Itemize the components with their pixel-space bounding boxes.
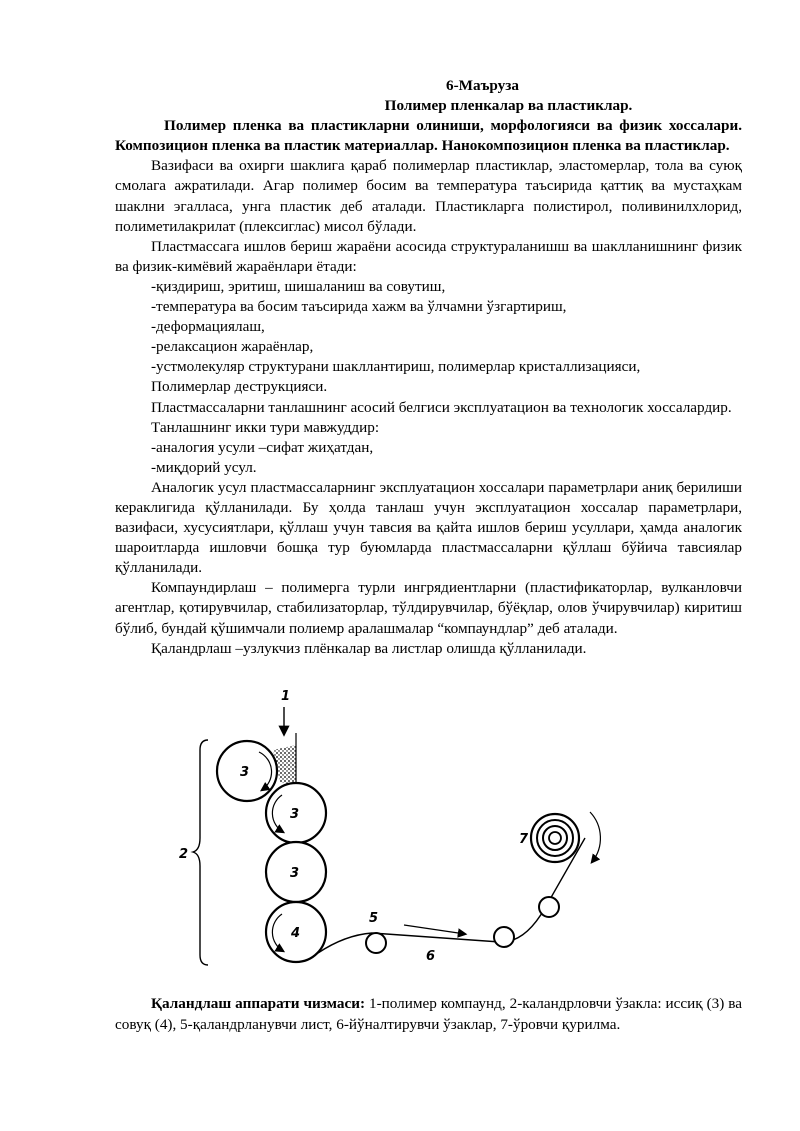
paragraph-3: Пластмассаларни танлашнинг асосий белгиси эксплуатацион ва технологик хоссалардир. xyxy=(151,398,732,416)
list-item: -деформациялаш, xyxy=(151,318,265,336)
process-list xyxy=(115,277,742,398)
paragraph-2: Пластмассага ишлов бериш жараёни асосида структураланишш ва шаклланишнинг физик ва физик-кимёвий жараёнлари ётади: xyxy=(115,237,742,275)
lecture-subtitle: Полимер пленка ва пластикларни олиниши, морфологияси ва физик хоссалари. Композицион пленка ва пластик материаллар. Нанокомпозицион пленка ва пластиклар. xyxy=(115,117,742,155)
list-item: -миқдорий усул. xyxy=(151,458,257,476)
lecture-number: 6-Маъруза xyxy=(446,77,519,94)
calendered-sheet xyxy=(318,838,585,953)
document-text xyxy=(115,76,742,659)
figure-caption xyxy=(115,993,742,1035)
list-item: -аналогия усули –сифат жиҳатдан, xyxy=(151,438,374,456)
list-item: -релаксацион жараёнлар, xyxy=(151,338,314,356)
direction-arrow xyxy=(404,925,465,934)
list-item: -температура ва босим таъсирида хажм ва ўлчамни ўзгартириш, xyxy=(151,298,567,316)
paragraph-7: Қаландрлаш –узлукчиз плёнкалар ва листлар олишда қўлланилади. xyxy=(151,639,587,657)
list-item: -қиздириш, эритиш, шишаланиш ва совутиш, xyxy=(151,277,446,295)
label-2: 2 xyxy=(179,847,189,862)
label-3-top: 3 xyxy=(240,765,250,780)
label-6: 6 xyxy=(426,949,436,964)
label-7: 7 xyxy=(519,832,529,847)
paragraph-6: Компаундирлаш – полимерга турли ингрядиентларни (пластификаторлар, вулканловчи агентлар, қотирувчилар, стабилизаторлар, тўлдирувчилар, бўёқлар, олов ўчирувчилар) киритиш бўлиб, бундай қўшимчали полиемр аралашмалар “компаундлар” деб аталади. xyxy=(115,579,742,637)
paragraph-5: Аналогик усул пластмассаларнинг эксплуатацион хоссалари параметрлари аниқ берилиши кераклигида қўлланилади. Бу ҳолда танлаш учун эксплуатацион хоссалар параметрлари, вазифаси, хусусиятлари, қўллаш учун тавсия ва қайта ишлов бериш усуллари, ҳамда аналогик шароитларда ишловчи бошқа тур буюмларда пластмассаларни қўллаш бўйича тавсиялар қўлланилади. xyxy=(115,478,742,577)
label-1: 1 xyxy=(281,689,291,704)
label-4: 4 xyxy=(291,926,301,941)
label-3-middle: 3 xyxy=(290,807,300,822)
calender-diagram xyxy=(170,683,610,973)
caption-title: Қаландлаш аппарати чизмаси: xyxy=(151,995,366,1012)
selection-list xyxy=(115,438,742,478)
list-item: Полимерлар деструкцияси. xyxy=(151,378,328,396)
guide-roller xyxy=(366,933,386,953)
list-item: -устмолекуляр структурани шакллантириш, полимерлар кристаллизацияси, xyxy=(151,358,641,376)
guide-roller xyxy=(494,927,514,947)
label-5: 5 xyxy=(369,911,379,926)
paragraph-1: Вазифаси ва охирги шаклига қараб полимерлар пластиклар, эластомерлар, тола ва суюқ смолага ажратилади. Агар полимер босим ва температура таъсирида қаттиқ ва мустаҳкам шаклни эгалласа, унга пластик деб аталади. Пластикларга полистирол, поливинилхлорид, полиметилакрилат (плексиглас) мисол бўлади. xyxy=(115,157,742,235)
guide-roller xyxy=(539,897,559,917)
label-3-lower: 3 xyxy=(290,866,300,881)
winding-device xyxy=(531,812,600,862)
brace-2 xyxy=(193,740,208,965)
lecture-title: Полимер пленкалар ва пластиклар. xyxy=(384,97,633,115)
paragraph-4: Танлашнинг икки тури мавжуддир: xyxy=(151,418,380,436)
caption-text: 1-полимер компаунд, 2-каландрловчи ўзакла: иссиқ (3) ва совуқ (4), 5-қаландрланувчи лист, 6-йўналтирувчи ўзаклар, 7-ўровчи қурилма. xyxy=(115,995,742,1033)
